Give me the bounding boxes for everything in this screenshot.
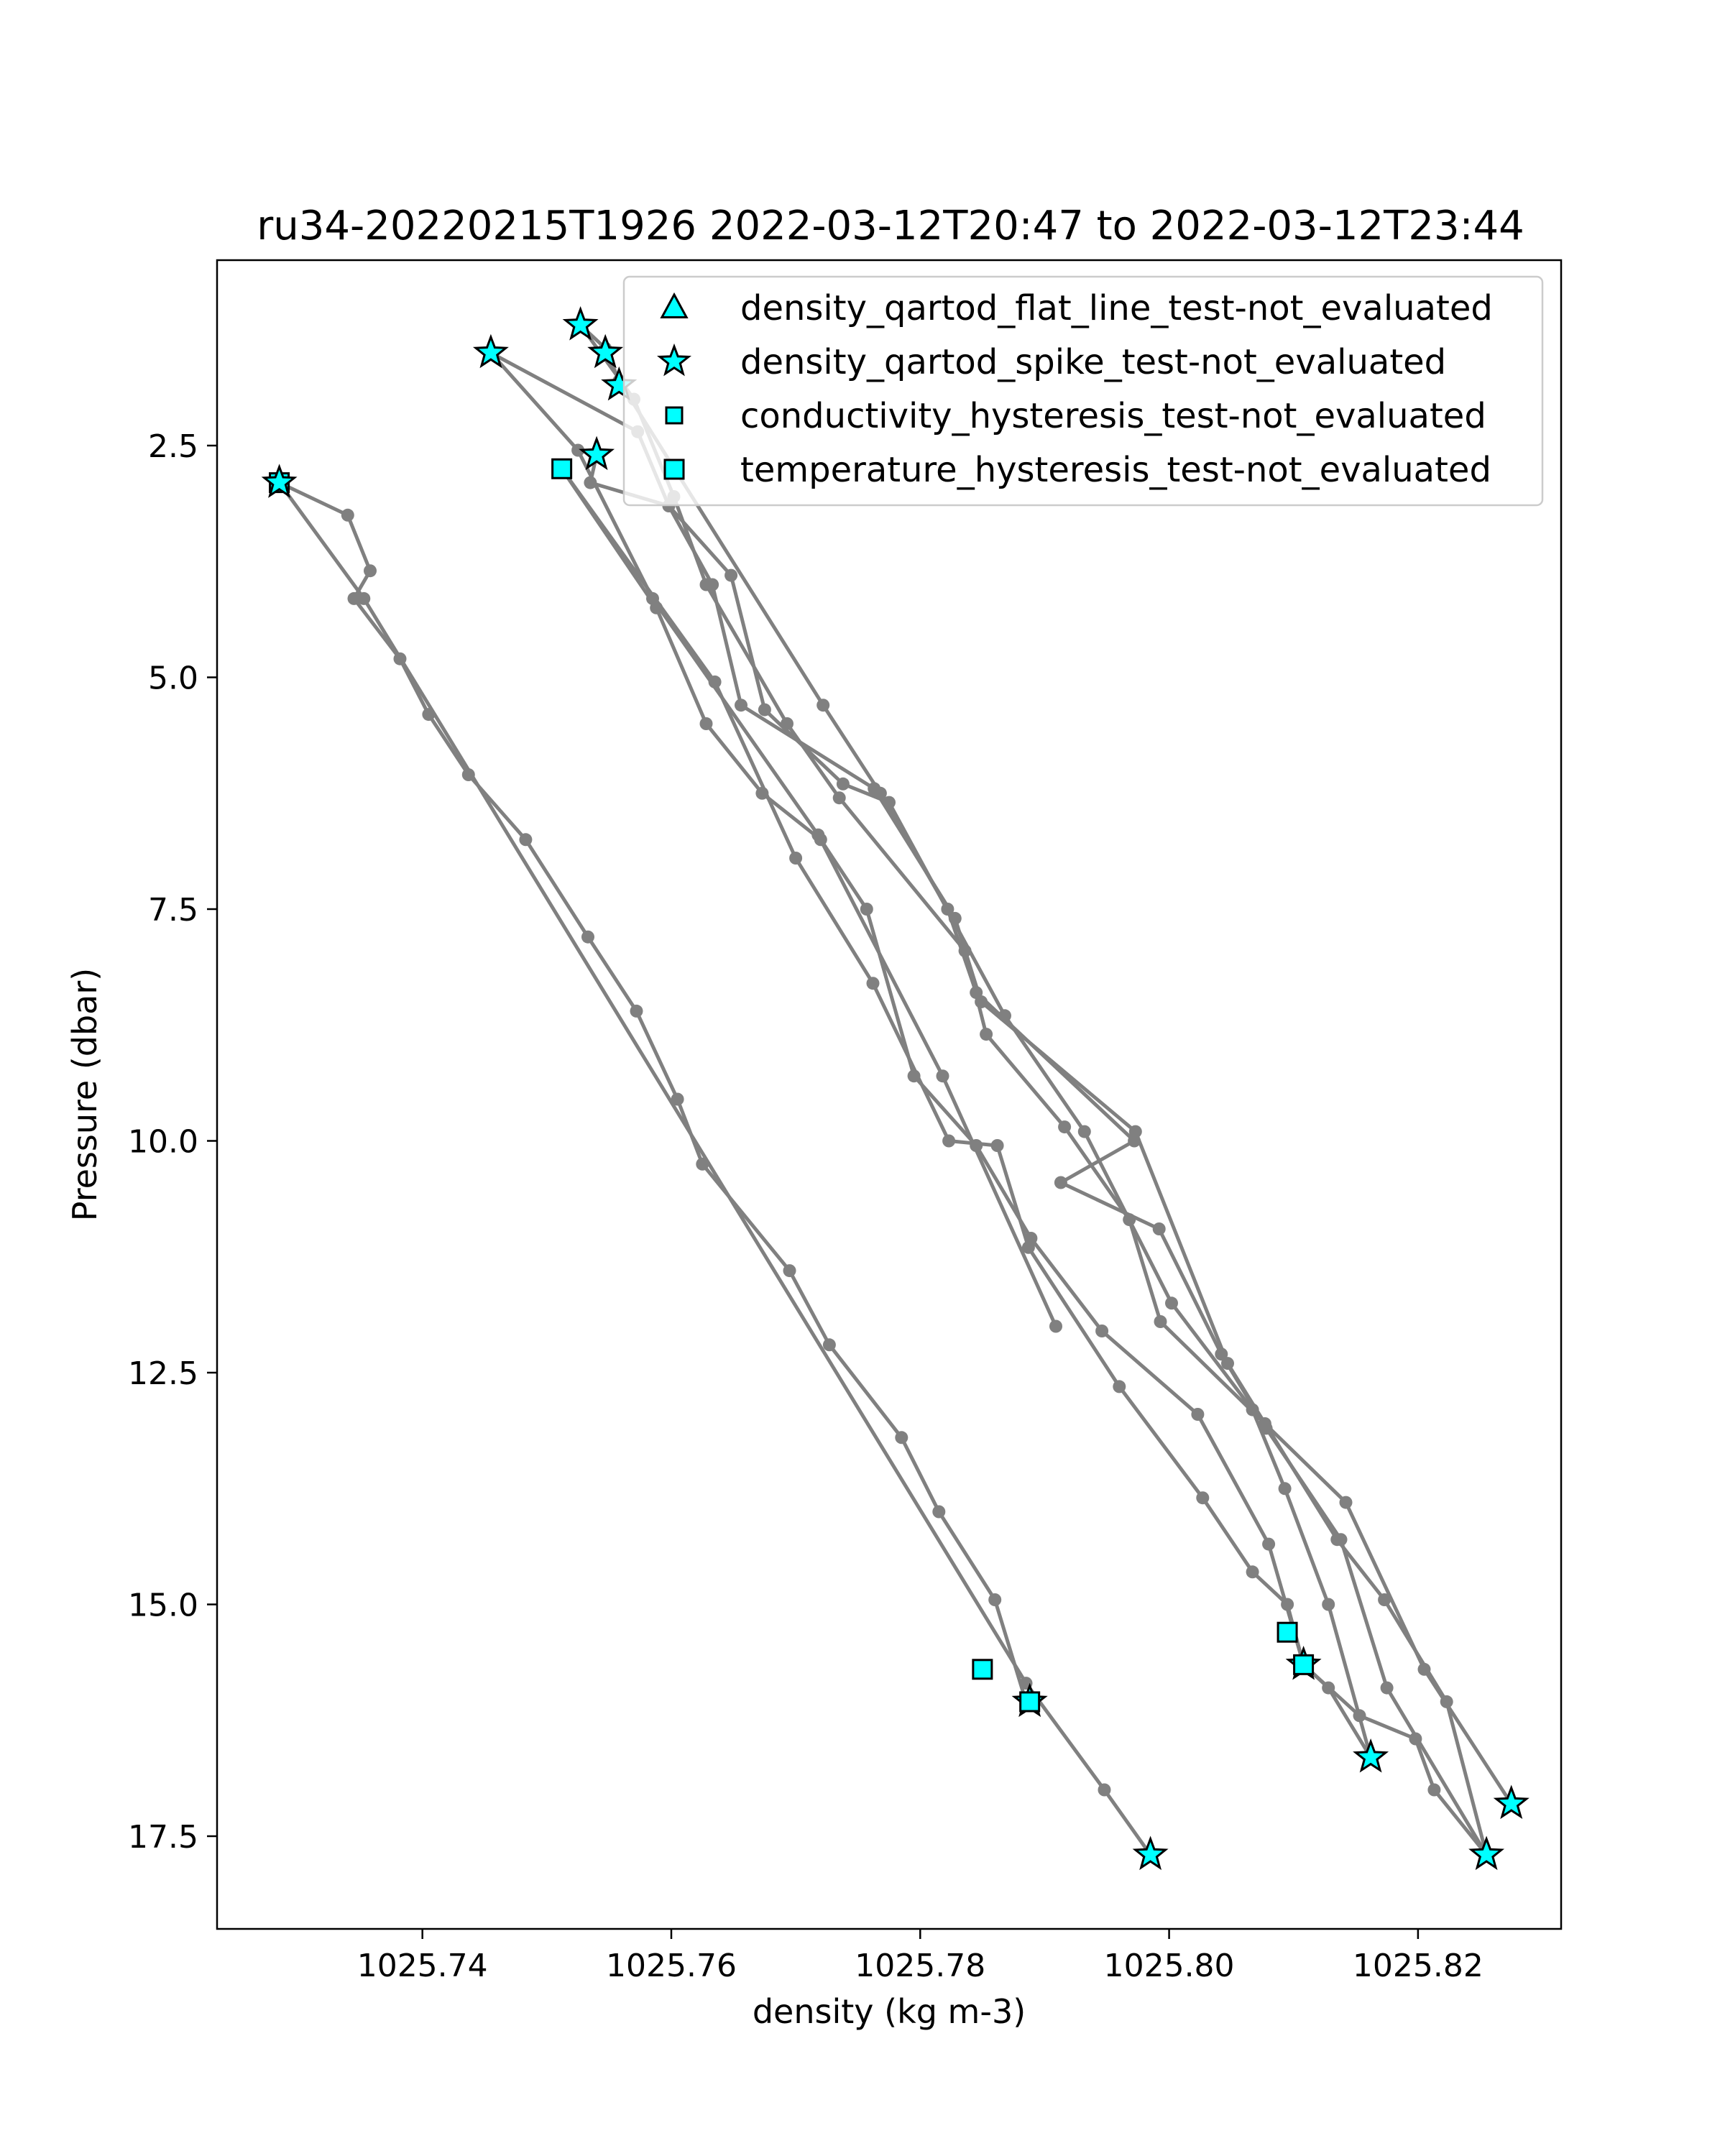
data-point [700,717,713,730]
flag-marker-square [553,459,571,478]
y-tick-label: 7.5 [148,892,198,929]
data-point [735,699,748,711]
data-point [991,1139,1004,1152]
data-point [970,986,983,999]
data-point [1165,1296,1178,1309]
data-point [1246,1404,1259,1416]
x-tick-label: 1025.76 [606,1948,737,1984]
data-point [1196,1491,1209,1504]
data-point [357,592,370,605]
data-point [867,977,880,990]
legend-marker-square-small [666,407,682,423]
data-point [1353,1709,1366,1722]
data-point [1113,1380,1126,1393]
x-axis-label: density (kg m-3) [752,1992,1026,2031]
data-point [1418,1663,1431,1676]
flag-marker-square [1294,1655,1313,1674]
x-tick-label: 1025.80 [1103,1948,1235,1984]
data-point [709,676,722,688]
data-point [1322,1682,1335,1695]
data-point [932,1506,945,1519]
y-axis-label: Pressure (dbar) [65,967,104,1222]
legend-entry [666,396,1486,436]
data-point [519,833,532,846]
data-point [937,1069,949,1082]
data-point [1381,1682,1394,1695]
legend-marker-square [665,460,684,479]
data-point [789,852,802,865]
legend-label: density_qartod_flat_line_test-not_evaluated [740,288,1493,328]
data-point [980,1028,993,1041]
data-point [833,791,846,804]
data-point [341,509,354,522]
data-point [1246,1565,1259,1578]
data-point [823,1338,836,1351]
data-point [783,1264,796,1277]
y-tick-label: 15.0 [128,1587,198,1624]
data-point [860,903,873,916]
data-point [1262,1538,1275,1551]
x-tick-label: 1025.78 [855,1948,986,1984]
data-point [584,476,597,489]
x-tick-label: 1025.74 [356,1948,488,1984]
y-tick-label: 12.5 [128,1355,198,1392]
data-point [1279,1482,1292,1495]
data-point [816,699,829,711]
y-tick-label: 5.0 [148,660,198,697]
data-point [1340,1496,1353,1509]
data-point [1128,1135,1141,1148]
legend-entry [665,450,1491,490]
data-point [1427,1784,1440,1797]
data-point [883,796,896,809]
data-point [724,569,737,582]
data-point [581,931,594,944]
legend-label: temperature_hysteresis_test-not_evaluated [740,450,1491,490]
data-point [942,1135,955,1148]
data-point [630,1005,643,1018]
y-tick-label: 10.0 [128,1123,198,1161]
chart-title: ru34-20220215T1926 2022-03-12T20:47 to 2022-03-12T23:44 [257,203,1524,249]
data-point [1191,1408,1204,1421]
data-point [837,778,850,791]
data-point [1215,1348,1228,1360]
data-point [1022,1241,1035,1254]
data-point [1054,1176,1067,1189]
data-point [1153,1222,1166,1235]
data-point [364,564,377,577]
data-point [1409,1733,1422,1746]
data-point [1154,1315,1167,1328]
x-tick-label: 1025.82 [1352,1948,1484,1984]
y-tick-label: 2.5 [148,428,198,465]
data-point [1049,1320,1062,1333]
data-point [700,579,713,591]
y-tick-label: 17.5 [128,1819,198,1856]
legend [624,277,1542,505]
flag-marker-square [973,1660,992,1679]
data-point [1335,1533,1348,1546]
data-point [988,1593,1001,1606]
data-point [895,1431,908,1444]
data-point [1098,1784,1111,1797]
data-point [1058,1120,1071,1133]
data-point [814,833,827,846]
data-point [998,1009,1011,1022]
data-point [758,704,771,717]
legend-entry [660,342,1446,382]
legend-label: conductivity_hysteresis_test-not_evaluated [740,396,1486,436]
flag-marker-square [1278,1623,1297,1641]
legend-entry [662,288,1493,328]
flag-marker-square [1021,1692,1039,1711]
data-point [1322,1598,1335,1611]
data-point [1095,1325,1108,1337]
legend-label: density_qartod_spike_test-not_evaluated [740,342,1447,382]
data-point [1281,1598,1294,1611]
data-point [1078,1125,1091,1138]
